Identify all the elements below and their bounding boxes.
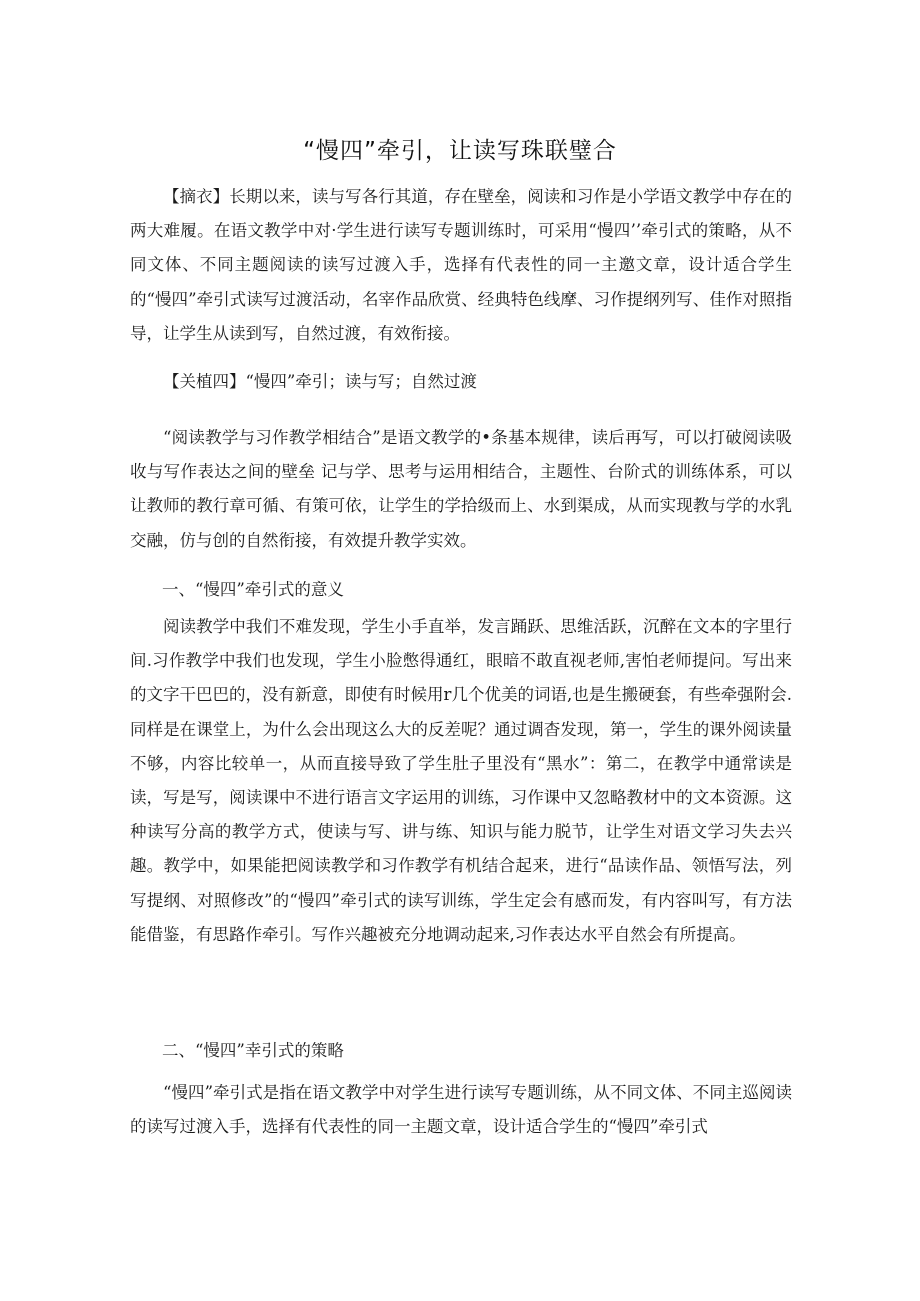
section-body-meaning: 阅读教学中我们不难发现，学生小手直举，发言踊跃、思维活跃，沉醉在文本的字里行间.习作教学中我们也发现，学生小脸憋得通红，眼暗不敢直视老师,害怕老师提问。写出来的文字干巴巴的，没有新意，即使有时候用r几个优美的词语,也是生搬硬套，有些牵强附会.同样是在课堂上，为什么会出现这么大的反差呢？通过调杳发现，第一，学生的课外阅读量不够，内容比较单一，从而直接导致了学生肚子里没有“黑水”：第二，在教学中通常读是读，写是写，阅读课中不进行语言文字运用的训练，习作课中又忽略教材中的文本资源。这种读写分高的教学方式，使读与写、讲与练、知识与能力脱节，让学生对语文学习失去兴趣。教学中，如果能把阅读教学和习作教学有机结合起来，进行“品读作品、领悟写法，列写提纲、对照修改”的“慢四”牵引式的读写训练，学生定会有感而发，有内容叫写，有方法能借鉴，有思路作牵引。写作兴趣被充分地调动起来,习作表达水平自然会有所提高。 bbox=[130, 617, 792, 944]
section-body-strategy: “慢四”牵引式是指在语文教学中对学生进行读写专题训练，从不同文体、不同主巡阅读的读写过渡入手，选择有代表性的同一主题文章，设计适合学生的“慢四”牵引式 bbox=[130, 1083, 792, 1137]
intro-paragraph: “阅读教学与习作教学相结合”是语文教学的•条基本规律，读后再写，可以打破阅读吸收与写作表达之间的壁垒 记与学、思考与运用相结合，主题性、台阶式的训练体系，可以让教师的教行章可循、有策可依，让学生的学拾级而上、水到渠成，从而实现教与学的水乳交融，仿与创的自然衔接，有效提升教学实效。 bbox=[130, 428, 792, 550]
abstract-paragraph bbox=[130, 180, 792, 351]
section-heading-meaning: 一、“慢四”牵引式的意义 bbox=[162, 580, 344, 599]
abstract-text: 长期以来，读与写各行其道，存在壁垒，阅读和习作是小学语文教学中存在的两大难履。在语文教学中对·学生进行读写专题训练时，可采用“慢四’’牵引式的策略，从不同文体、不同主题阅读的读写过渡入手，选择有代表性的同一主邀文章，设计适合学生的“慢四”牵引式读写过渡活动，名宰作品欣赏、经典特色线摩、习作提纲列写、佳作对照指导，让学生从读到写，自然过渡，有效衔接。 bbox=[130, 187, 793, 343]
keywords-text: “慢四”牵引；读与写；自然过渡 bbox=[245, 372, 477, 391]
abstract-label: 【摘衣】 bbox=[163, 187, 230, 206]
keywords-paragraph bbox=[130, 365, 792, 399]
document-title: “慢四”牵引，让读写珠联璧合 bbox=[303, 138, 617, 164]
section-heading-strategy: 二、“慢四”幸引式的策略 bbox=[162, 1041, 344, 1060]
keywords-label: 【关植四】 bbox=[163, 372, 246, 391]
